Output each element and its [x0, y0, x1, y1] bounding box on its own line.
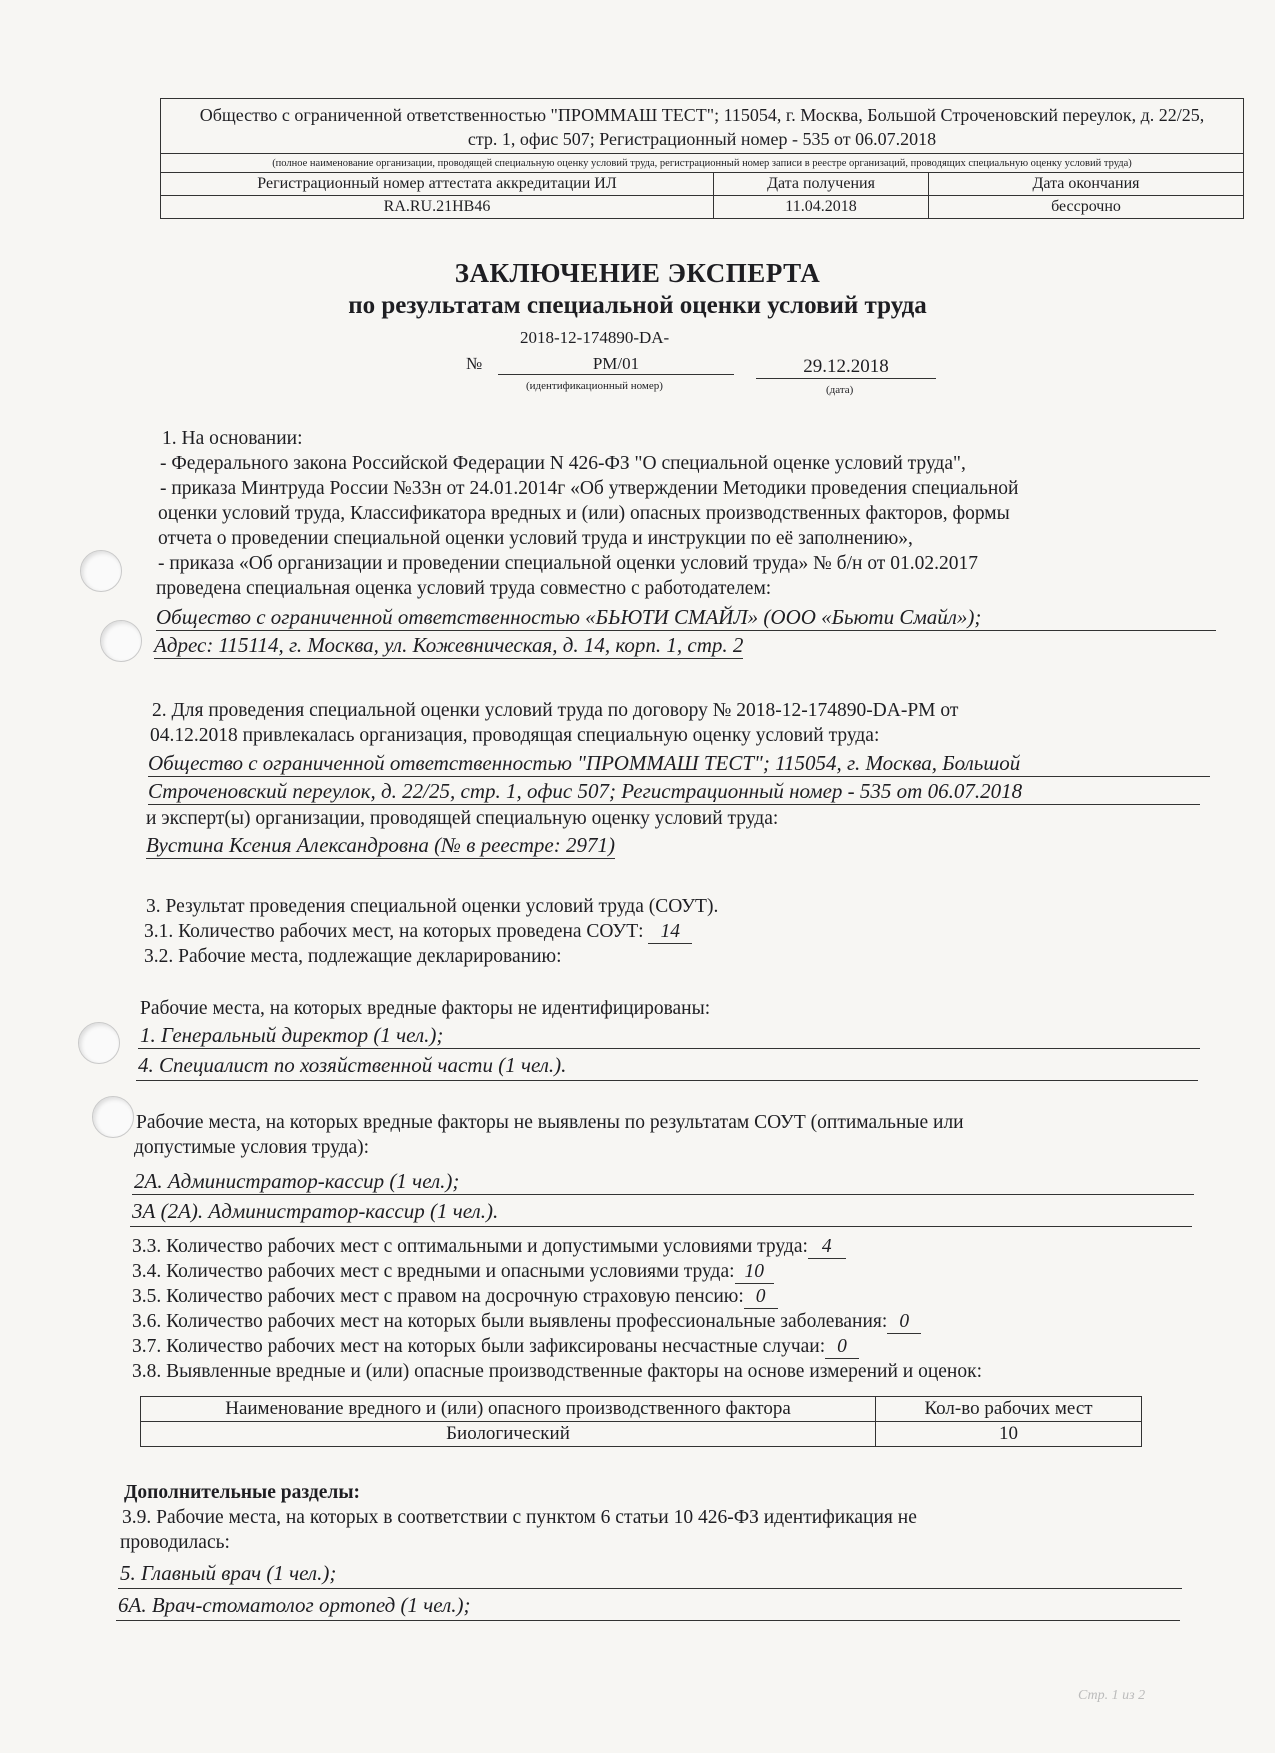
text-line: 3.9. Рабочие места, на которых в соответствии с пунктом 6 статьи 10 426-ФЗ идентификация не: [122, 1507, 917, 1528]
factors-table: [140, 1396, 1142, 1447]
id-number-bottom: PM/01: [498, 354, 734, 375]
number-sign: №: [466, 354, 483, 373]
factor-count: 10: [876, 1422, 1142, 1447]
accreditation-table: [161, 172, 1243, 218]
id-number-top: 2018-12-174890-DA-: [520, 328, 670, 347]
text-line: 3.8. Выявленные вредные и (или) опасные производственные факторы на основе измерений и оценок:: [132, 1361, 982, 1382]
count-value: 4: [808, 1236, 846, 1259]
underline: [136, 1080, 1198, 1081]
list-item: 5. Главный врач (1 чел.);: [120, 1561, 337, 1585]
organization-name: Общество с ограниченной ответственностью "ПРОММАШ ТЕСТ"; 115054, г. Москва, Большой Строченовский переулок, д. 22/25, стр. 1, офис 507; Регистрационный номер - 535 от 06.07.2018: [199, 105, 1205, 149]
underline: [118, 1588, 1182, 1589]
punch-hole: [78, 1022, 120, 1064]
additional-heading: Дополнительные разделы:: [124, 1482, 361, 1503]
received-date-label: Дата получения: [714, 173, 929, 196]
text-line: - приказа «Об организации и проведении специальной оценки условий труда» № б/н от 01.02.2017: [158, 553, 978, 574]
underline: [138, 1048, 1200, 1049]
contractor-name: Общество с ограниченной ответственностью "ПРОММАШ ТЕСТ"; 115054, г. Москва, Большой: [148, 750, 1210, 777]
id-number-caption: (идентификационный номер): [526, 380, 663, 392]
organization-note: (полное наименование организации, проводящей специальную оценку условий труда, регистрационный номер записи в реестре организаций, проводящих специальную оценку условий труда): [161, 153, 1243, 172]
workplace-count-header: Кол-во рабочих мест: [876, 1397, 1142, 1422]
list-item: 2А. Администратор-кассир (1 чел.);: [134, 1169, 460, 1193]
workplaces-count-value: 14: [648, 921, 692, 944]
section-1-heading: 1. На основании:: [162, 428, 303, 449]
text-line: проведена специальная оценка условий труда совместно с работодателем:: [156, 578, 772, 599]
underline: [116, 1620, 1180, 1621]
list-item: 6А. Врач-стоматолог ортопед (1 чел.);: [118, 1593, 471, 1617]
section-2-heading: 2. Для проведения специальной оценки условий труда по договору № 2018-12-174890-DA-PM от: [152, 700, 959, 721]
text-line: 04.12.2018 привлекалась организация, проводящая специальную оценку условий труда:: [150, 725, 880, 746]
table-row: [141, 1422, 1142, 1447]
text-line: 3.4. Количество рабочих мест с вредными и опасными условиями труда: 10: [132, 1261, 774, 1284]
text-line: [144, 921, 692, 944]
text-line: 3.6. Количество рабочих мест на которых были выявлены профессиональные заболевания: 0: [132, 1311, 921, 1334]
punch-hole: [92, 1096, 134, 1138]
count-value: 0: [825, 1336, 859, 1359]
text-line: 3.5. Количество рабочих мест с правом на досрочную страховую пенсию: 0: [132, 1286, 778, 1309]
organization-header: [160, 98, 1244, 219]
workplaces-count-label: 3.1. Количество рабочих мест, на которых проведена СОУТ:: [144, 921, 644, 942]
not-found-label: допустимые условия труда):: [134, 1137, 370, 1158]
list-item: 4. Специалист по хозяйственной части (1 чел.).: [138, 1053, 567, 1077]
text-line: - приказа Минтруда России №33н от 24.01.2014г «Об утверждении Методики проведения специальной: [160, 478, 1019, 499]
punch-hole: [80, 550, 122, 592]
document-title: ЗАКЛЮЧЕНИЕ ЭКСПЕРТА: [454, 258, 821, 288]
text-line: оценки условий труда, Классификатора вредных и (или) опасных производственных факторов, формы: [158, 503, 1010, 524]
reg-number-label: Регистрационный номер аттестата аккредитации ИЛ: [161, 173, 714, 196]
end-date-value: бессрочно: [929, 196, 1244, 219]
factor-name: Биологический: [141, 1422, 876, 1447]
underline: [130, 1226, 1192, 1227]
not-identified-label: Рабочие места, на которых вредные факторы не идентифицированы:: [140, 998, 711, 1019]
employer-address: Адрес: 115114, г. Москва, ул. Кожевническая, д. 14, корп. 1, стр. 2: [154, 633, 744, 657]
list-item: 1. Генеральный директор (1 чел.);: [140, 1023, 444, 1047]
text-line: 3.3. Количество рабочих мест с оптимальными и допустимыми условиями труда: 4: [132, 1236, 846, 1259]
section-3-heading: 3. Результат проведения специальной оценки условий труда (СОУТ).: [146, 896, 719, 917]
date-caption: (дата): [826, 384, 854, 396]
text-line: и эксперт(ы) организации, проводящей специальную оценку условий труда:: [146, 808, 779, 829]
count-value: 10: [735, 1261, 775, 1284]
text-line: - Федерального закона Российской Федерации N 426-ФЗ "О специальной оценке условий труда",: [160, 453, 966, 474]
employer-name: Общество с ограниченной ответственностью «БЬЮТИ СМАЙЛ» (ООО «Бьюти Смайл»);: [156, 604, 1216, 631]
expert-name: Вустина Ксения Александровна (№ в реестре: 2971): [146, 833, 615, 857]
list-item: 3А (2А). Администратор-кассир (1 чел.).: [132, 1199, 499, 1223]
contractor-address: Строченовский переулок, д. 22/25, стр. 1, офис 507; Регистрационный номер - 535 от 06.07.2018: [148, 778, 1200, 805]
text-line: 3.2. Рабочие места, подлежащие декларированию:: [144, 946, 562, 967]
document-subtitle: по результатам специальной оценки условий труда: [348, 292, 927, 319]
underline: [132, 1194, 1194, 1195]
text-line: проводилась:: [120, 1532, 230, 1553]
factor-name-header: Наименование вредного и (или) опасного производственного фактора: [141, 1397, 876, 1422]
end-date-label: Дата окончания: [929, 173, 1244, 196]
punch-hole: [100, 620, 142, 662]
count-value: 0: [744, 1286, 778, 1309]
reg-number-value: RA.RU.21НВ46: [161, 196, 714, 219]
conclusion-date: 29.12.2018: [756, 356, 936, 379]
count-value: 0: [887, 1311, 921, 1334]
text-line: 3.7. Количество рабочих мест на которых были зафиксированы несчастные случаи: 0: [132, 1336, 859, 1359]
received-date-value: 11.04.2018: [714, 196, 929, 219]
text-line: отчета о проведении специальной оценки условий труда и инструкции по её заполнению»,: [158, 528, 913, 549]
not-found-label: Рабочие места, на которых вредные факторы не выявлены по результатам СОУТ (оптимальные или: [136, 1112, 964, 1133]
page-number-stamp: Стр. 1 из 2: [1078, 1688, 1146, 1703]
